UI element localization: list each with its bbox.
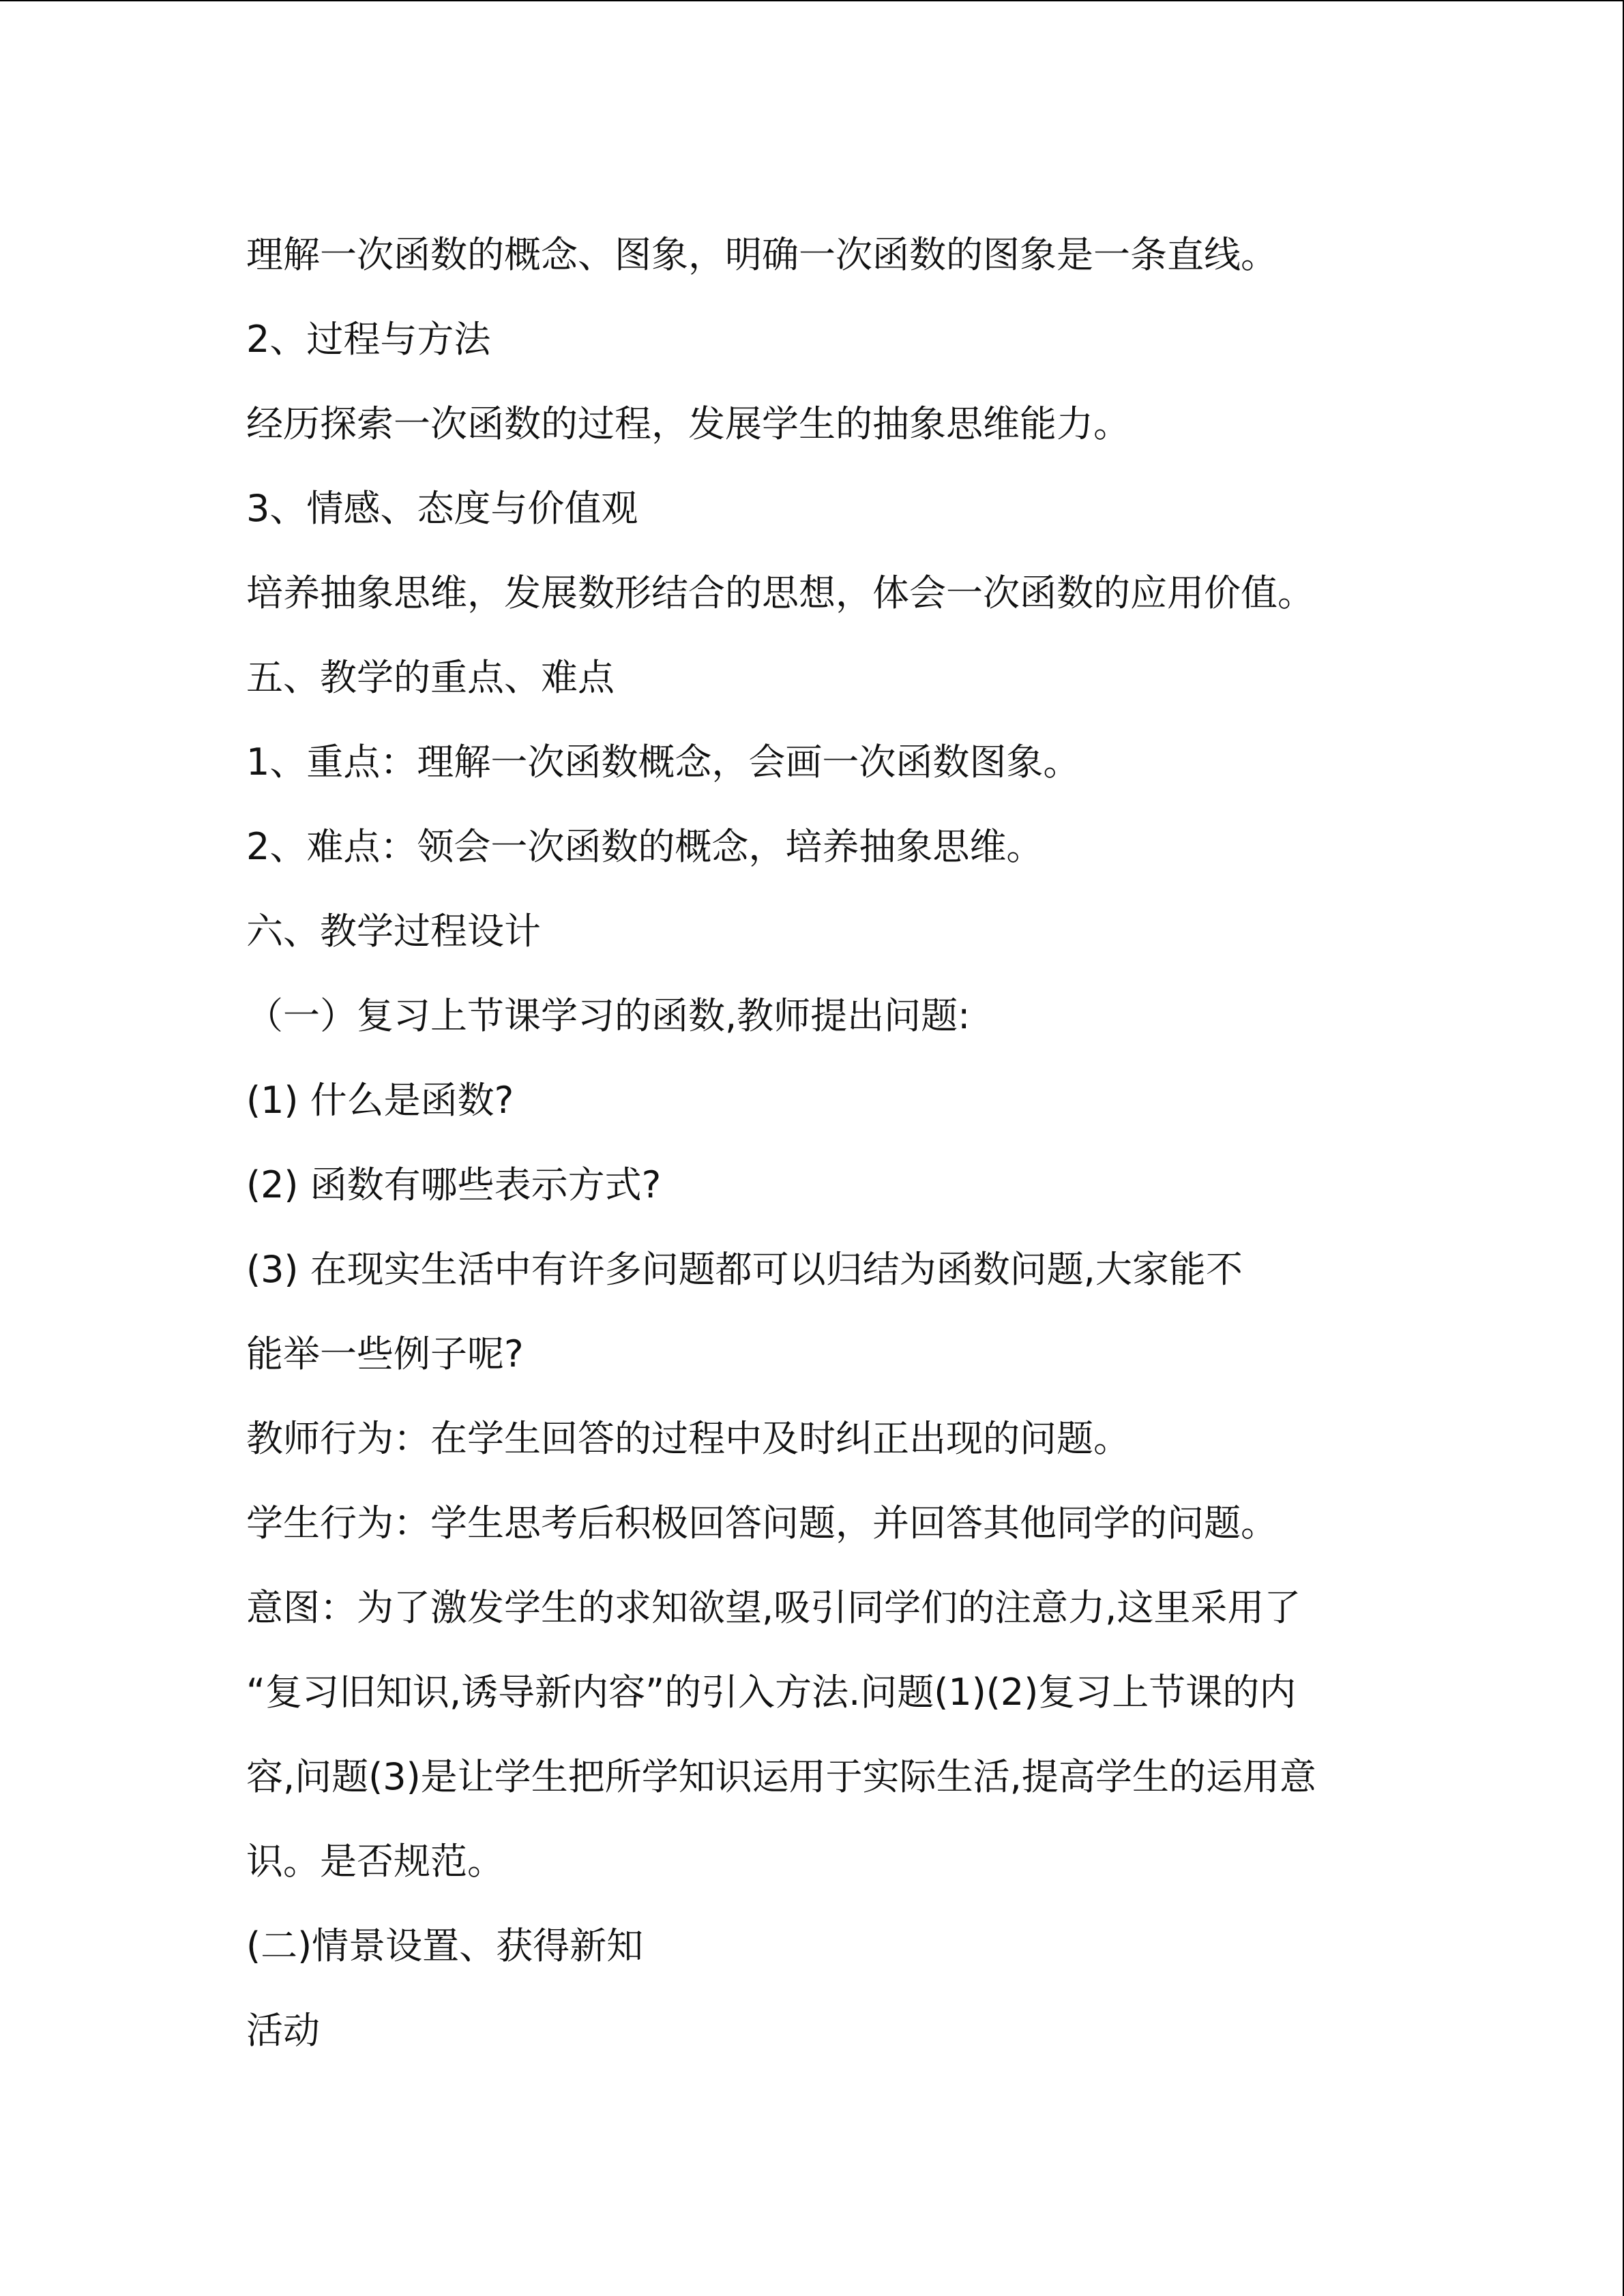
text-line: 培养抽象思维，发展数形结合的思想，体会一次函数的应用价值。 — [246, 571, 1314, 614]
section-heading: 2、过程与方法 — [246, 318, 491, 361]
text-line: 学生行为：学生思考后积极回答问题，并回答其他同学的问题。 — [246, 1502, 1278, 1545]
text-line: 教师行为：在学生回答的过程中及时纠正出现的问题。 — [246, 1417, 1130, 1460]
question-item: (2) 函数有哪些表示方式? — [246, 1163, 662, 1206]
text-line: 经历探索一次函数的过程，发展学生的抽象思维能力。 — [246, 402, 1130, 445]
subsection-heading: (二)情景设置、获得新知 — [246, 1924, 644, 1967]
text-line: 理解一次函数的概念、图象，明确一次函数的图象是一条直线。 — [246, 233, 1278, 276]
text-line: 2、难点：领会一次函数的概念，培养抽象思维。 — [246, 825, 1044, 868]
question-item: (1) 什么是函数? — [246, 1079, 514, 1122]
text-line: 1、重点：理解一次函数概念，会画一次函数图象。 — [246, 741, 1080, 784]
section-heading: 五、教学的重点、难点 — [246, 656, 615, 699]
text-line: 容,问题(3)是让学生把所学知识运用于实际生活,提高学生的运用意 — [246, 1755, 1316, 1798]
text-line: 意图：为了激发学生的求知欲望,吸引同学们的注意力,这里采用了 — [246, 1586, 1301, 1629]
question-item: (3) 在现实生活中有许多问题都可以归结为函数问题,大家能不 — [246, 1248, 1243, 1291]
text-line: 活动 — [246, 2009, 320, 2052]
question-item-continued: 能举一些例子呢? — [246, 1332, 524, 1375]
text-line: 识。是否规范。 — [246, 1840, 504, 1883]
section-heading: 3、情感、态度与价值观 — [246, 487, 638, 530]
document-body — [246, 213, 1365, 2073]
section-heading: 六、教学过程设计 — [246, 910, 541, 953]
subsection-heading: （一）复习上节课学习的函数,教师提出问题: — [246, 994, 971, 1037]
text-line: “复习旧知识,诱导新内容”的引入方法.问题(1)(2)复习上节课的内 — [246, 1671, 1297, 1714]
